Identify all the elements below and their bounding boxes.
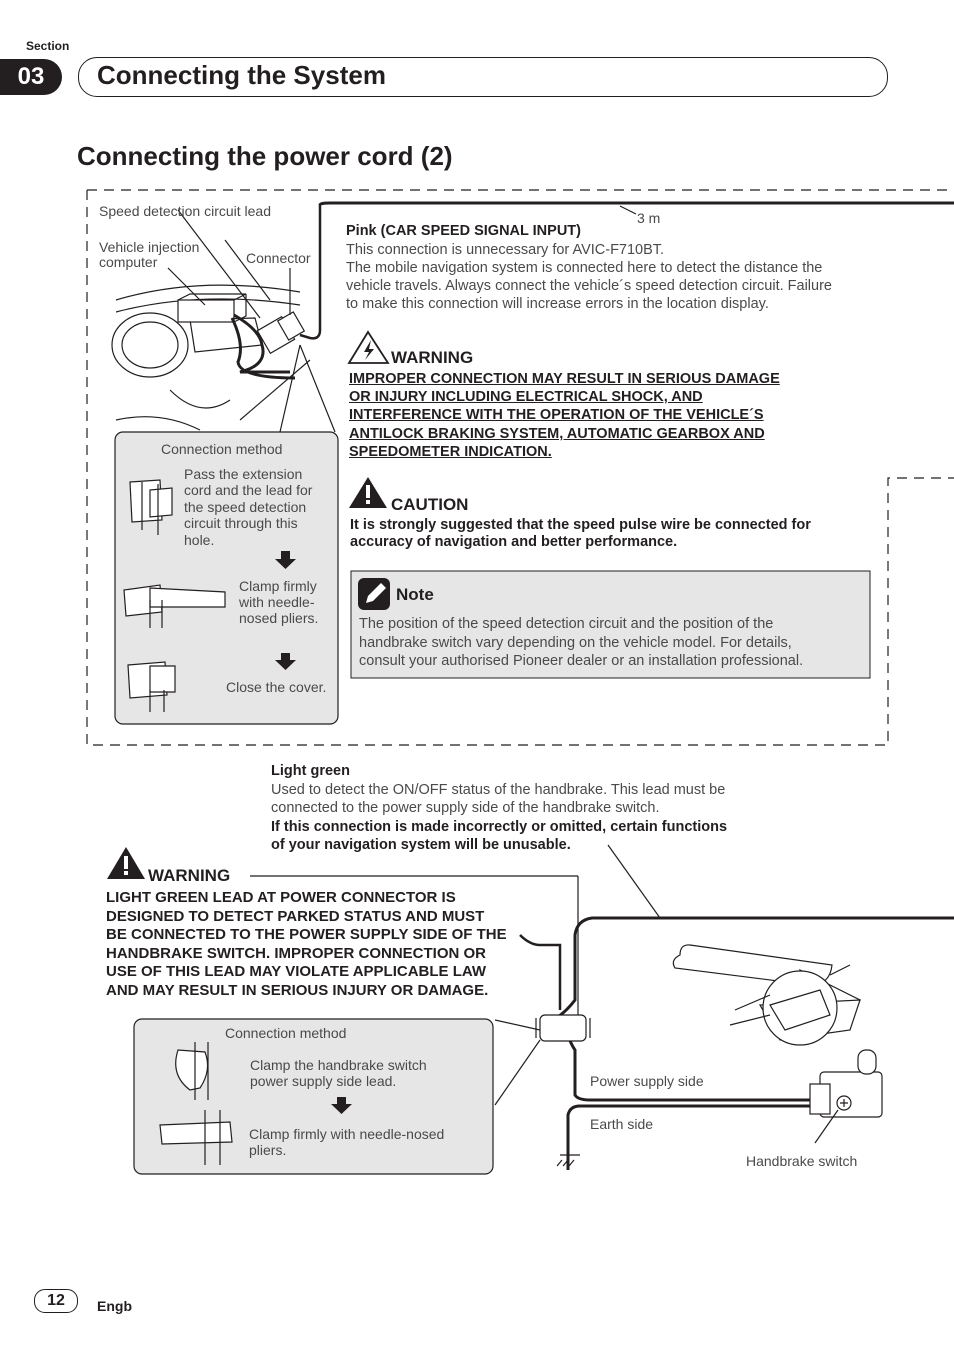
green-lead-bold-line-1: If this connection is made incorrectly or omitted, certain functions [271, 819, 728, 835]
method2-title: Connection method [225, 1025, 347, 1041]
method2-step1-line2: power supply side lead. [250, 1073, 397, 1089]
handbrake-switch-label: Handbrake switch [746, 1153, 858, 1169]
method2-step2-line2: pliers. [249, 1142, 287, 1158]
power-supply-side-label: Power supply side [590, 1073, 704, 1089]
vehicle-computer-label-line2: computer [99, 254, 158, 270]
caution-line-2: accuracy of navigation and better performance. [350, 534, 678, 550]
method1-step1-line2: cord and the lead for [184, 482, 313, 498]
pink-lead-line-3: vehicle travels. Always connect the vehicle´s speed detection circuit. Failure [346, 278, 832, 294]
note-line-1: The position of the speed detection circuit and the position of the [359, 616, 774, 632]
warning-line-3: INTERFERENCE WITH THE OPERATION OF THE VEHICLE´S [349, 407, 764, 423]
handbrake-warning-line-4: HANDBRAKE SWITCH. IMPROPER CONNECTION OR [106, 945, 487, 962]
speed-lead-label: Speed detection circuit lead [99, 203, 271, 219]
method1-step1-line3: the speed detection [184, 499, 307, 515]
handbrake-warning-line-6: AND MAY RESULT IN SERIOUS INJURY OR DAMAGE. [106, 982, 489, 999]
pink-lead-title: Pink (CAR SPEED SIGNAL INPUT) [346, 223, 581, 239]
section-label: Section [26, 39, 70, 53]
connector-label: Connector [246, 250, 311, 266]
caution-line-1: It is strongly suggested that the speed pulse wire be connected for [350, 517, 811, 533]
page-number: 12 [34, 1289, 78, 1313]
warning-icon [107, 847, 145, 879]
handbrake-warning-line-2: DESIGNED TO DETECT PARKED STATUS AND MUST [106, 908, 485, 925]
section-number-badge: 03 [0, 59, 62, 95]
lead-length-label: 3 m [637, 210, 661, 226]
warning-line-5: SPEEDOMETER INDICATION. [349, 444, 552, 460]
section-title: Connecting the System [97, 60, 386, 90]
vehicle-computer-label-line1: Vehicle injection [99, 239, 200, 255]
note-pencil-icon [358, 578, 390, 610]
green-lead-line-2: connected to the power supply side of the handbrake switch. [271, 800, 660, 816]
method1-step1-line1: Pass the extension [184, 466, 303, 482]
method-title: Connection method [161, 441, 283, 457]
pink-lead-line-1: This connection is unnecessary for AVIC-F710BT. [346, 242, 665, 258]
electric-warning-icon [349, 332, 388, 363]
caution-heading: CAUTION [391, 495, 469, 514]
handbrake-warning-line-1: LIGHT GREEN LEAD AT POWER CONNECTOR IS [106, 889, 456, 906]
warning-heading: WARNING [391, 348, 474, 367]
caution-icon [349, 477, 387, 508]
pink-lead-line-2: The mobile navigation system is connected here to detect the distance the [346, 260, 823, 276]
green-lead-title: Light green [271, 763, 350, 779]
pink-lead-line-4: to make this connection will increase errors in the location display. [346, 296, 769, 312]
method1-step2-line3: nosed pliers. [239, 610, 319, 626]
method2-step2-line1: Clamp firmly with needle-nosed [249, 1126, 445, 1142]
warning-line-2: OR INJURY INCLUDING ELECTRICAL SHOCK, AND [349, 389, 703, 405]
language-code: Engb [97, 1298, 132, 1314]
warning-line-1: IMPROPER CONNECTION MAY RESULT IN SERIOUS DAMAGE [349, 371, 780, 387]
note-line-3: consult your authorised Pioneer dealer or an installation professional. [359, 653, 804, 669]
earth-side-label: Earth side [590, 1116, 654, 1132]
note-line-2: handbrake switch vary depending on the vehicle model. For details, [359, 635, 792, 651]
method1-step2-line1: Clamp firmly [239, 578, 317, 594]
method1-step2-line2: with needle- [239, 594, 315, 610]
handbrake-warning-heading: WARNING [148, 866, 231, 885]
handbrake-warning-line-3: BE CONNECTED TO THE POWER SUPPLY SIDE OF THE [106, 926, 507, 943]
method1-step3: Close the cover. [226, 679, 327, 695]
page-title: Connecting the power cord (2) [77, 141, 453, 171]
handbrake-warning-line-5: USE OF THIS LEAD MAY VIOLATE APPLICABLE LAW [106, 963, 487, 980]
note-heading: Note [396, 585, 434, 604]
method1-step1-line4: circuit through this [184, 515, 298, 531]
green-lead-bold-line-2: of your navigation system will be unusable. [271, 837, 571, 853]
method1-step1-line5: hole. [184, 532, 215, 548]
method2-step1-line1: Clamp the handbrake switch [250, 1057, 427, 1073]
green-lead-line-1: Used to detect the ON/OFF status of the handbrake. This lead must be [271, 782, 726, 798]
warning-line-4: ANTILOCK BRAKING SYSTEM, AUTOMATIC GEARBOX AND [349, 426, 765, 442]
